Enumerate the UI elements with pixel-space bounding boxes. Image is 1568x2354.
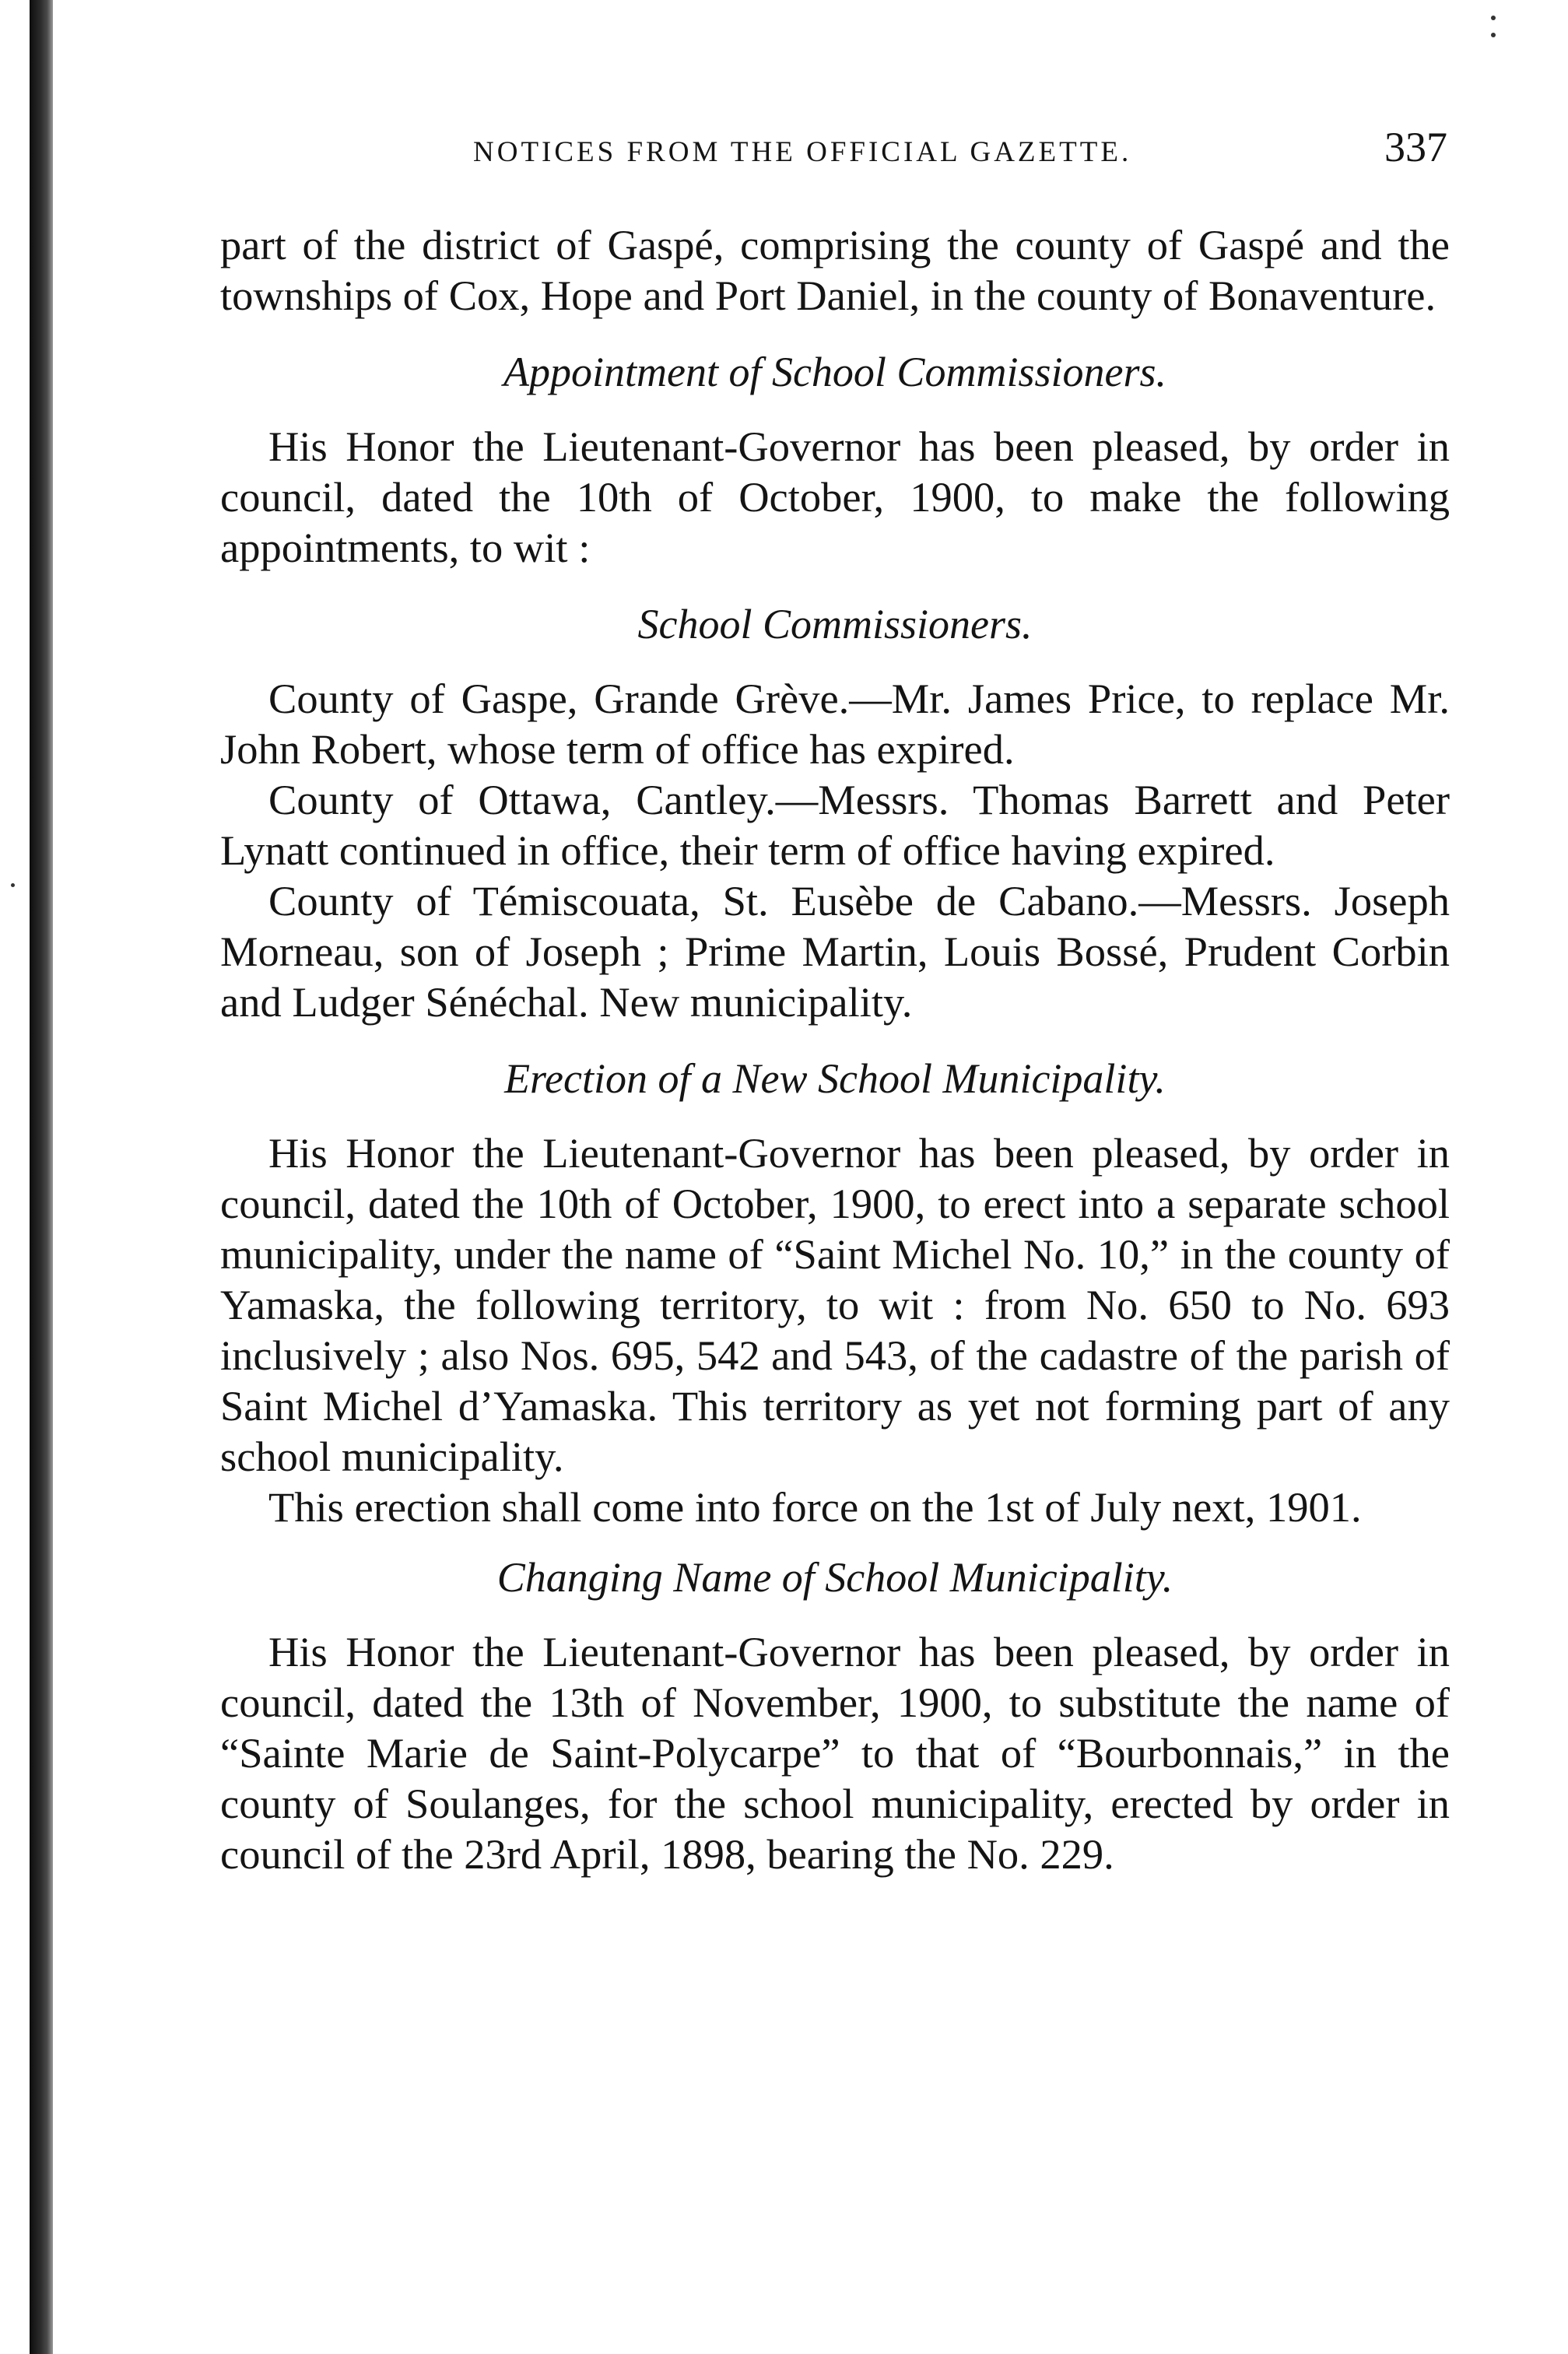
temiscouata-entry: County of Témiscouata, St. Eusèbe de Cabano.—Messrs. Joseph Morneau, son of Joseph ; Prime Martin, Louis Bossé, Prudent Corbin and Ludger Sénéchal. New municipality. bbox=[220, 877, 1450, 1026]
name-change-order-paragraph: His Honor the Lieutenant-Governor has been pleased, by order in council, dated the 13th of November, 1900, to substitute the name of “Sainte Marie de Saint-Polycarpe” to that of “Bourbonnais,” in the county of Soulanges, for the school municipality, erected by order in council of the 23rd April, 1898, bearing the No. 229. bbox=[220, 1628, 1450, 1878]
section-heading-appointment: Appointment of School Commissioners. bbox=[503, 349, 1166, 395]
section-heading-name-change: Changing Name of School Municipality. bbox=[496, 1554, 1173, 1601]
erection-order-paragraph: His Honor the Lieutenant-Governor has been pleased, by order in council, dated the 10th of October, 1900, to erect into a separate school municipality, under the name of “Saint Michel No. 10,” in the county of Yamaska, the following territory, to wit : from No. 650 to No. 693 inclusively ; also Nos. 695, 542 and 543, of the cadastre of the parish of Saint Michel d’Yamaska. This territory as yet not forming part of any school municipality. bbox=[220, 1129, 1450, 1480]
section-heading-erection: Erection of a New School Municipality. bbox=[504, 1055, 1166, 1102]
ottawa-entry: County of Ottawa, Cantley.—Messrs. Thomas Barrett and Peter Lynatt continued in office, their term of office having expired. bbox=[220, 776, 1450, 874]
running-head bbox=[226, 123, 1447, 177]
ink-speck bbox=[1491, 33, 1496, 37]
page-binding-edge bbox=[30, 0, 53, 2354]
ink-speck bbox=[11, 883, 15, 887]
section-heading-commissioners: School Commissioners. bbox=[637, 601, 1033, 647]
page-number: 337 bbox=[1384, 124, 1447, 170]
running-head-title: NOTICES FROM THE OFFICIAL GAZETTE. bbox=[473, 136, 1132, 168]
erection-effect-paragraph: This erection shall come into force on the 1st of July next, 1901. bbox=[268, 1483, 1362, 1531]
gaspe-entry: County of Gaspe, Grande Grève.—Mr. James Price, to replace Mr. John Robert, whose term of office has expired. bbox=[220, 675, 1450, 773]
ink-speck bbox=[1491, 16, 1496, 20]
intro-paragraph: part of the district of Gaspé, comprising the county of Gaspé and the townships of Cox, Hope and Port Daniel, in the county of Bonaventure. bbox=[220, 221, 1450, 319]
page-body bbox=[220, 219, 1450, 1879]
appointment-order-paragraph: His Honor the Lieutenant-Governor has been pleased, by order in council, dated the 10th of October, 1900, to make the following appointments, to wit : bbox=[220, 423, 1450, 571]
